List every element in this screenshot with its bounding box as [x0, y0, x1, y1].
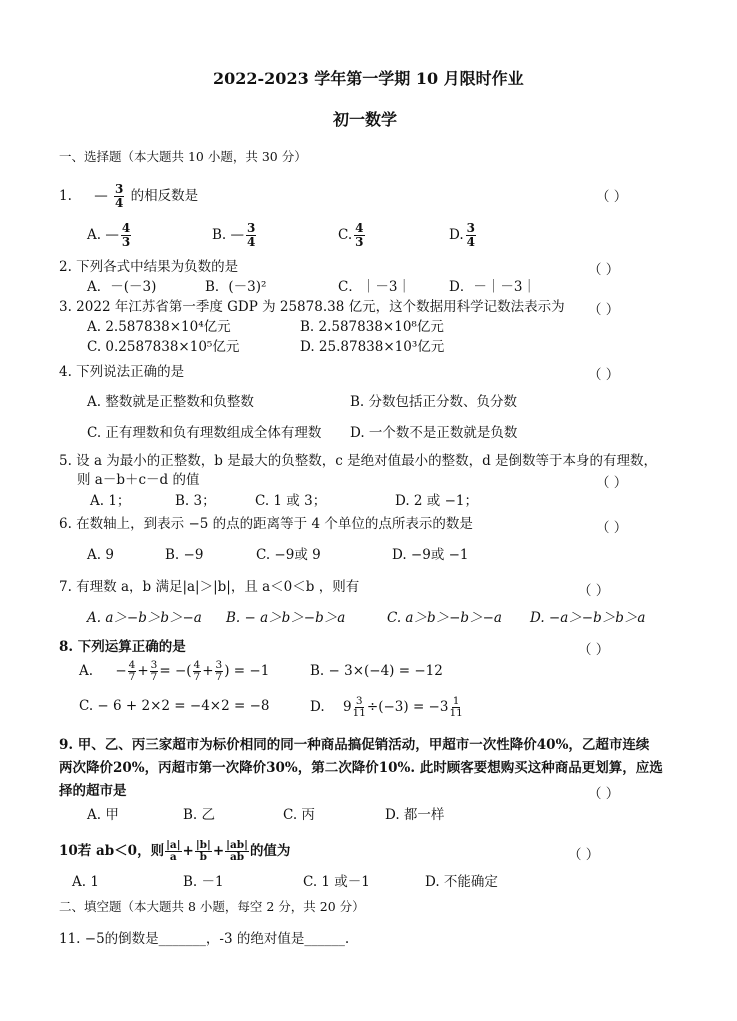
question-9-stem-line1: 9. 甲、乙、丙三家超市为标价相同的同一种商品搞促销活动，甲超市一次性降价40%，乙超市连续: [59, 737, 650, 753]
q10-option-a: A. 1: [72, 874, 99, 890]
q1-sign: —: [94, 188, 108, 204]
q1-option-d: D. $\frac{3}{4}$: [449, 221, 475, 249]
question-6-stem: 6. 在数轴上，到表示 −5 的点的距离等于 4 个单位的点所表示的数是: [59, 516, 473, 532]
q3-option-d: D. 25.87838×10³亿元: [300, 339, 445, 355]
question-2-stem: 2. 下列各式中结果为负数的是: [59, 259, 239, 275]
question-7-stem: 7. 有理数 a，b 满足|a|＞|b|，且 a＜0＜b ，则有: [59, 579, 360, 595]
q7-option-b: B. − a＞b＞−b＞a: [226, 610, 346, 626]
q3-option-c: C. 0.2587838×10⁵亿元: [87, 339, 240, 355]
section-heading-fill-in: 二、填空题（本大题共 8 小题，每空 2 分，共 20 分）: [59, 899, 365, 914]
question-5-stem-line2: 则 a－b＋c－d 的值: [77, 472, 200, 488]
q3-option-b: B. 2.587838×10⁸亿元: [300, 319, 444, 335]
question-3-stem: 3. 2022 年江苏省第一季度 GDP 为 25878.38 亿元，这个数据用科学记数法表示为: [59, 299, 565, 315]
q8-option-a: A. − $\frac{4}{7}$ + $\frac{3}{7}$ = −( $\frac{4}{7}$ + $\frac{3}{7}$ ) = −1: [79, 659, 270, 683]
q7-option-a: A. a＞−b＞b＞−a: [87, 610, 202, 626]
q7-answer-blank[interactable]: （ ）: [578, 583, 610, 599]
q2-option-d: D．－｜－3｜: [449, 279, 536, 295]
q4-option-b: B. 分数包括正分数、负分数: [350, 394, 518, 410]
q4-option-c: C. 正有理数和负有理数组成全体有理数: [87, 425, 322, 441]
q10-option-c: C. 1 或－1: [303, 874, 370, 890]
q9-answer-blank[interactable]: （ ）: [588, 786, 620, 802]
question-4-stem: 4. 下列说法正确的是: [59, 364, 185, 380]
q10-option-b: B. －1: [183, 874, 224, 890]
q6-option-c: C. −9或 9: [256, 547, 321, 563]
q8-option-c: C. − 6 + 2×2 = −4×2 = −8: [79, 698, 270, 714]
question-8-stem: 8. 下列运算正确的是: [59, 639, 186, 655]
question-1-stem: [59, 183, 198, 210]
q6-option-b: B. −9: [165, 547, 204, 563]
q7-option-c: C. a＞b＞−b＞−a: [387, 610, 502, 626]
question-11: 11. −5的倒数是_______，-3 的绝对值是______.: [59, 931, 350, 947]
q6-option-d: D. −9或 −1: [392, 547, 469, 563]
q5-option-b: B. 3；: [175, 493, 216, 509]
q8-answer-blank[interactable]: （ ）: [578, 642, 610, 658]
q1-fraction: $\frac{3}{4}$: [114, 182, 124, 210]
q5-option-a: A. 1；: [90, 493, 131, 509]
q2-option-c: C．｜－3｜: [338, 279, 411, 295]
q8-option-d: D. 9 $\frac{3}{11}$ ÷(−3) = −3 $\frac{1}{11}$: [310, 695, 463, 719]
q4-option-d: D. 一个数不是正数就是负数: [350, 425, 518, 441]
q7-option-d: D. −a＞−b＞b＞a: [530, 610, 646, 626]
q10-answer-blank[interactable]: （ ）: [568, 847, 600, 863]
question-9-stem-line2: 两次降价20%，丙超市第一次降价30%，第二次降价10%. 此时顾客要想购买这种商品更划算，应选: [59, 760, 663, 776]
page-title: 2022-2023 学年第一学期 10 月限时作业: [213, 69, 524, 88]
question-5-stem: 5. 设 a 为最小的正整数，b 是最大的负整数，c 是绝对值最小的整数，d 是倒数等于本身的有理数，: [59, 453, 658, 469]
q1-option-a: A. — $\frac{4}{3}$: [87, 221, 131, 249]
q5-option-d: D. 2 或 −1；: [395, 493, 478, 509]
q2-answer-blank[interactable]: （ ）: [588, 262, 620, 278]
q6-answer-blank[interactable]: （ ）: [596, 520, 628, 536]
q9-option-b: B. 乙: [183, 807, 216, 823]
q1-number: 1.: [59, 188, 72, 204]
question-9-stem-line3: 择的超市是: [59, 783, 127, 799]
question-10-stem: 10若 ab＜0，则 $\frac{|a|}{a}$ + $\frac{|b|}{b}$ + $\frac{|ab|}{ab}$ 的值为: [59, 839, 291, 863]
q1-option-b: B. — $\frac{3}{4}$: [212, 221, 256, 249]
q10-option-d: D. 不能确定: [425, 874, 498, 890]
q2-option-b: B．(－3)²: [205, 279, 267, 295]
q9-option-a: A. 甲: [87, 807, 119, 823]
page-subtitle: 初一数学: [333, 110, 398, 129]
q9-option-d: D. 都一样: [385, 807, 445, 823]
q6-option-a: A. 9: [87, 547, 114, 563]
q5-option-c: C. 1 或 3；: [255, 493, 327, 509]
q9-option-c: C. 丙: [283, 807, 315, 823]
q4-option-a: A. 整数就是正整数和负整数: [87, 394, 254, 410]
q1-text: 的相反数是: [130, 188, 199, 204]
section-heading-choice: 一、选择题（本大题共 10 小题，共 30 分）: [59, 149, 307, 164]
q1-option-c: C. $\frac{4}{3}$: [338, 221, 364, 249]
q3-answer-blank[interactable]: （ ）: [588, 302, 620, 318]
q2-option-a: A．－(－3): [87, 279, 157, 295]
q1-answer-blank[interactable]: （ ）: [596, 189, 628, 205]
q8-option-b: B. − 3×(−4) = −12: [310, 663, 443, 679]
q5-answer-blank[interactable]: （ ）: [596, 475, 628, 491]
q3-option-a: A. 2.587838×10⁴亿元: [87, 319, 231, 335]
q4-answer-blank[interactable]: （ ）: [588, 367, 620, 383]
